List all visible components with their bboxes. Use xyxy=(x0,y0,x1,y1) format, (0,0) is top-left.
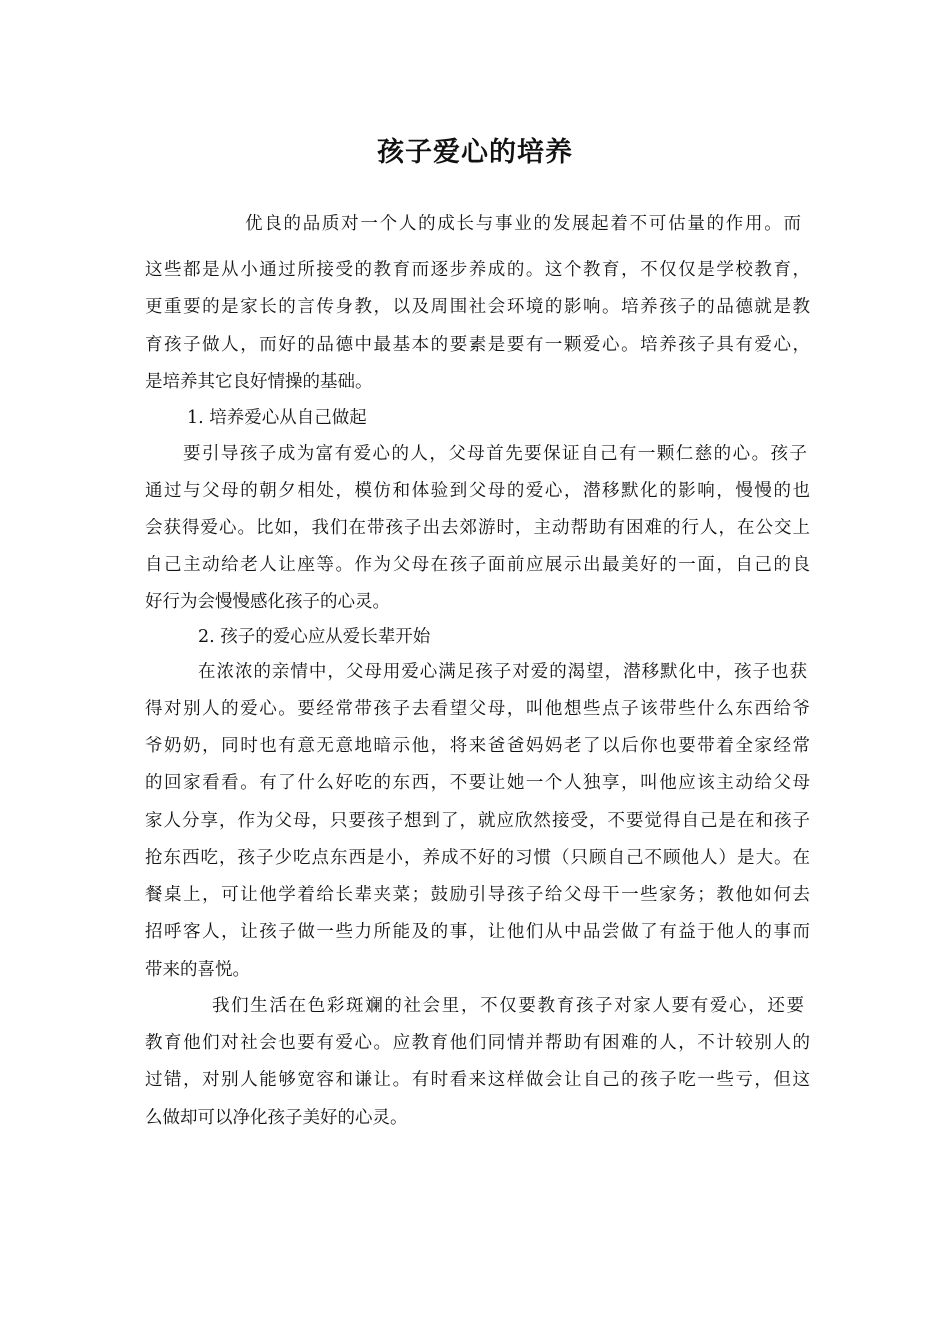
section-1-line: 通过与父母的朝夕相处，模仿和体验到父母的爱心，潜移默化的影响，慢慢的也 xyxy=(145,481,810,501)
closing-line: 我们生活在色彩斑斓的社会里，不仅要教育孩子对家人要有爱心，还要 xyxy=(212,996,804,1016)
section-2-line: 抢东西吃，孩子少吃点东西是小，养成不好的习惯（只顾自己不顾他人）是大。在 xyxy=(145,848,810,868)
section-2-line: 得对别人的爱心。要经常带孩子去看望父母，叫他想些点子该带些什么东西给爷 xyxy=(145,699,810,719)
section-1-line: 好行为会慢慢感化孩子的心灵。 xyxy=(145,592,390,612)
section-2-line: 在浓浓的亲情中，父母用爱心满足孩子对爱的渴望，潜移默化中，孩子也获 xyxy=(198,662,807,682)
document-title: 孩子爱心的培养 xyxy=(377,137,573,168)
intro-line: 育孩子做人，而好的品德中最基本的要素是要有一颗爱心。培养孩子具有爱心， xyxy=(145,335,810,355)
section-1-heading: 1. 培养爱心从自己做起 xyxy=(187,408,367,428)
section-1-line: 会获得爱心。比如，我们在带孩子出去郊游时，主动帮助有困难的行人，在公交上 xyxy=(145,518,810,538)
closing-line: 教育他们对社会也要有爱心。应教育他们同情并帮助有困难的人，不计较别人的 xyxy=(145,1033,810,1053)
intro-line: 更重要的是家长的言传身教，以及周围社会环境的影响。培养孩子的品德就是教 xyxy=(145,297,810,317)
section-1-line: 自己主动给老人让座等。作为父母在孩子面前应展示出最美好的一面，自己的良 xyxy=(145,555,810,575)
intro-line: 这些都是从小通过所接受的教育而逐步养成的。这个教育，不仅仅是学校教育， xyxy=(145,260,810,280)
intro-line: 是培养其它良好情操的基础。 xyxy=(145,372,373,392)
section-2-line: 招呼客人，让孩子做一些力所能及的事，让他们从中品尝做了有益于他人的事而 xyxy=(145,922,810,942)
section-2-line: 餐桌上，可让他学着给长辈夹菜；鼓励引导孩子给父母干一些家务；教他如何去 xyxy=(145,885,810,905)
section-2-line: 带来的喜悦。 xyxy=(145,960,250,980)
section-2-heading: 2. 孩子的爱心应从爱长辈开始 xyxy=(198,627,431,647)
intro-line: 优良的品质对一个人的成长与事业的发展起着不可估量的作用。而 xyxy=(245,214,801,234)
section-2-line: 爷奶奶，同时也有意无意地暗示他，将来爸爸妈妈老了以后你也要带着全家经常 xyxy=(145,736,810,756)
section-2-line: 家人分享，作为父母，只要孩子想到了，就应欣然接受，不要觉得自己是在和孩子 xyxy=(145,811,810,831)
section-2-line: 的回家看看。有了什么好吃的东西，不要让她一个人独享，叫他应该主动给父母 xyxy=(145,773,810,793)
closing-line: 过错，对别人能够宽容和谦让。有时看来这样做会让自己的孩子吃一些亏，但这 xyxy=(145,1070,810,1090)
closing-line: 么做却可以净化孩子美好的心灵。 xyxy=(145,1108,408,1128)
section-1-line: 要引导孩子成为富有爱心的人，父母首先要保证自己有一颗仁慈的心。孩子 xyxy=(183,444,807,464)
